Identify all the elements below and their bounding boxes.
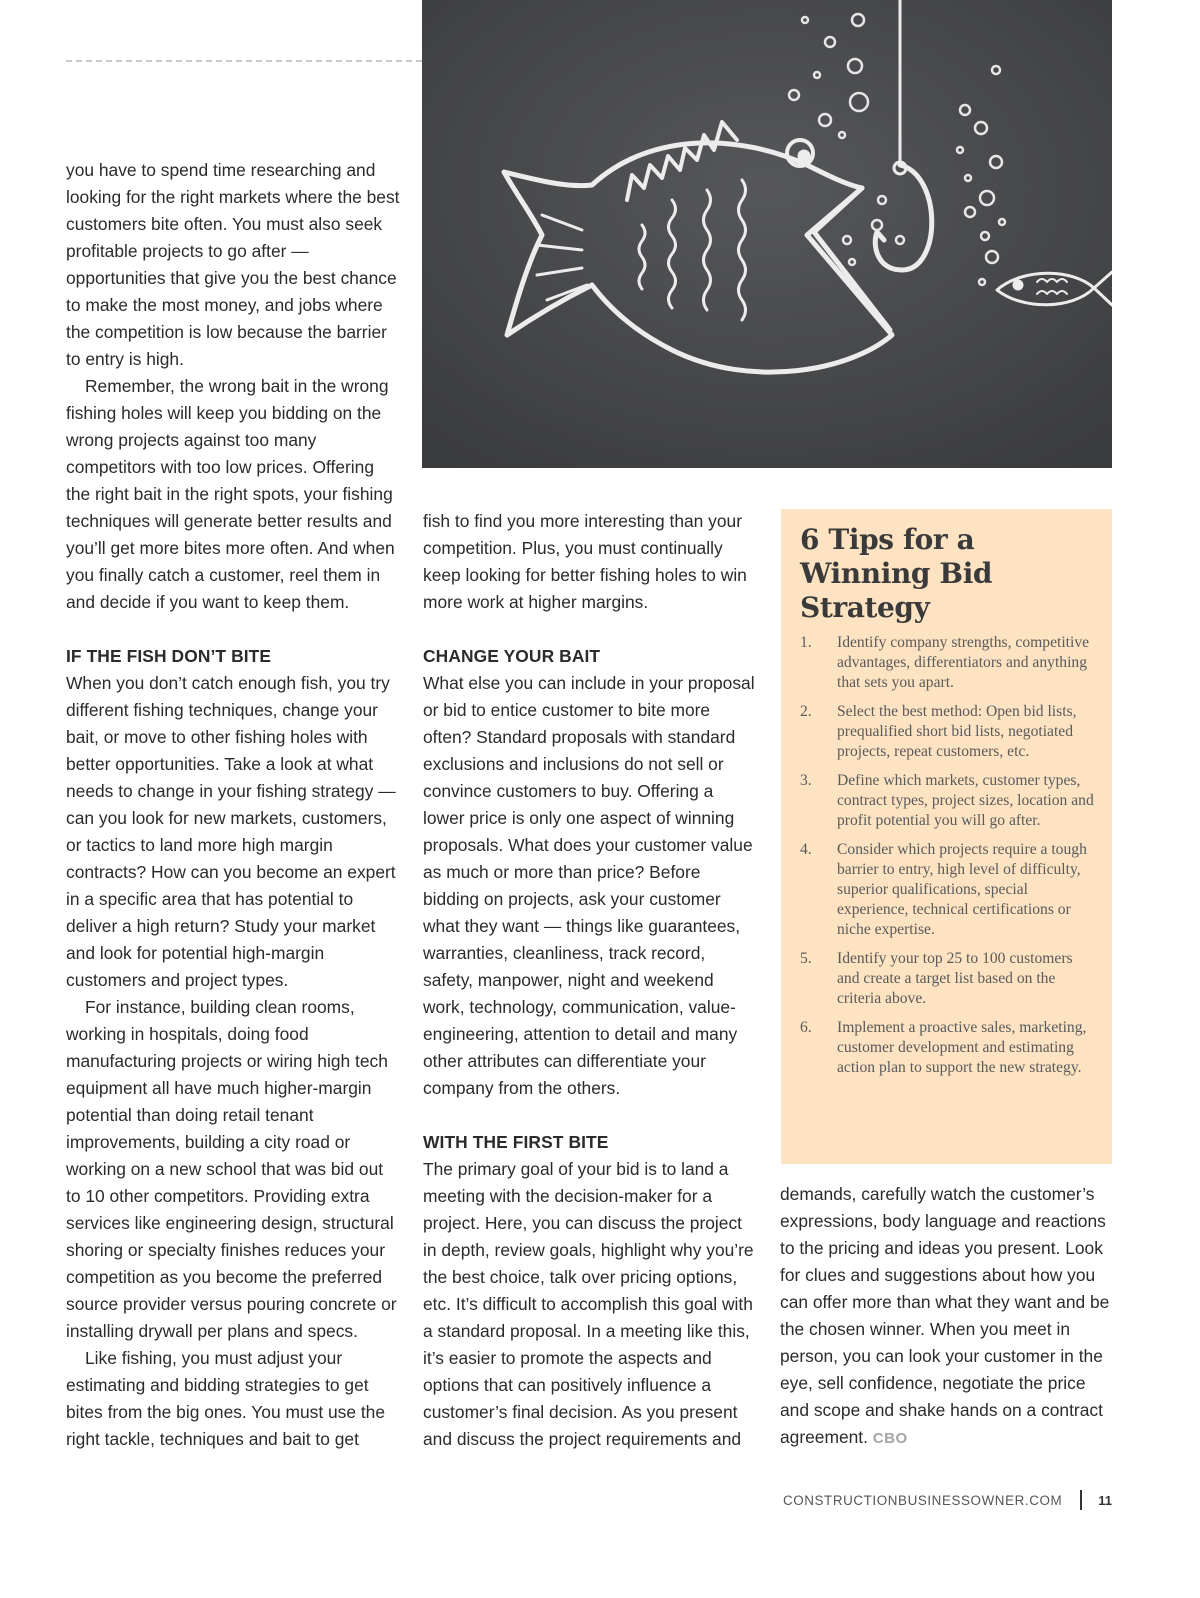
tip-item [800,633,1094,693]
tip-text: Identify company strengths, competitive advantages, differentiators and anything that sets you apart. [837,634,1090,691]
tips-list [800,633,1094,1078]
body-paragraph: Like fishing, you must adjust your estimating and bidding strategies to get bites from the big ones. You must use the right tackle, techniques and bait to get [66,1348,386,1449]
tip-text: Consider which projects require a tough barrier to entry, high level of difficulty, superior qualifications, special experience, technical certifications or niche expertise. [837,841,1087,938]
tip-text: Define which markets, customer types, contract types, project sizes, location and profit potential you will go after. [837,772,1094,829]
tip-number: 3. [800,772,812,789]
footer-website: CONSTRUCTIONBUSINESSOWNER.COM [782,1492,1063,1508]
tip-number: 2. [800,703,812,720]
tip-item [800,1018,1094,1078]
page-number: 11 [1098,1492,1112,1508]
sidebar-title: 6 Tips for a Winning Bid Strategy [800,523,993,624]
body-paragraph: For instance, building clean rooms, working in hospitals, doing food manufacturing projects or wiring high tech equipment all have much higher-margin potential than doing retail tenant improvements, building a city road or working on a new school that was bid out to 10 other competitors. Providing extra services like engineering design, structural shoring or specialty finishes reduces your competition as you become the preferred source provider versus pouring concrete or installing drywall per plans and specs. [66,997,397,1341]
section-heading: IF THE FISH DON’T BITE [66,646,272,666]
tip-number: 5. [800,950,812,967]
article-column-1 [66,157,402,1453]
body-paragraph [780,1181,1118,1452]
tip-number: 4. [800,841,812,858]
tip-item [800,702,1094,762]
body-paragraph: What else you can include in your proposal or bid to entice customer to bite more often? Standard proposals with standard exclusions and inclusions do not sell or convince customers to buy. Offering a lower price is only one aspect of winning proposals. What does your customer value as much or more than price? Before bidding on projects, ask your customer what they want — things like guarantees, warranties, cleanliness, track record, safety, manpower, night and weekend work, technology, communication, value-engineering, attention to detail and many other attributes can differentiate your company from the others. [423,673,755,1098]
tip-number: 6. [800,1019,812,1036]
article-column-2 [423,508,759,1453]
body-paragraph: When you don’t catch enough fish, you try different fishing techniques, change your bait, or move to other fishing holes with better opportunities. Take a look at what needs to change in your fishing strategy — can you look for new markets, customers, or tactics to land more high margin contracts? How can you become an expert in a specific area that has potential to deliver a high return? Study your market and look for potential high-margin customers and project types. [66,673,396,990]
tip-item [800,771,1094,831]
tip-item [800,840,1094,940]
chalkboard-fish-illustration [422,0,1112,468]
body-paragraph: fish to find you more interesting than your competition. Plus, you must continually keep looking for better fishing holes to win more work at higher margins. [423,511,747,612]
body-paragraph: The primary goal of your bid is to land a meeting with the decision-maker for a project. Here, you can discuss the project in depth, review goals, highlight why you’re the best choice, talk over pricing options, etc. It’s difficult to accomplish this goal with a standard proposal. In a meeting like this, it’s easier to promote the aspects and options that can positively influence a customer’s final decision. As you present and discuss the project requirements and [423,1159,754,1449]
body-paragraph: Remember, the wrong bait in the wrong fishing holes will keep you bidding on the wrong projects against too many competitors with too low prices. Offering the right bait in the right spots, your fishing techniques will generate better results and you’ll get more bites more often. And when you finally catch a customer, reel them in and decide if you want to keep them. [66,376,395,612]
tip-text: Select the best method: Open bid lists, prequalified short bid lists, negotiated projects, repeat customers, etc. [837,703,1077,760]
end-mark: CBO [872,1430,908,1447]
body-paragraph: you have to spend time researching and looking for the right markets where the best customers bite often. You must also seek profitable projects to go after — opportunities that give you the best chance to make the most money, and jobs where the competition is low because the barrier to entry is high. [66,160,400,369]
section-heading: WITH THE FIRST BITE [423,1132,609,1152]
page-footer [640,1487,1112,1513]
tip-item [800,949,1094,1009]
tip-text: Implement a proactive sales, marketing, customer development and estimating action plan to support the new strategy. [837,1019,1087,1076]
tips-sidebar [781,509,1112,1164]
tip-text: Identify your top 25 to 100 customers and create a target list based on the criteria above. [837,950,1073,1007]
body-text: demands, carefully watch the customer’s expressions, body language and reactions to the pricing and ideas you present. Look for clues and suggestions about how you can offer more than what they want and be the chosen winner. When you meet in person, you can look your customer in the eye, sell confidence, negotiate the price and scope and shake hands on a contract agreement. [780,1184,1110,1447]
footer-divider [1080,1490,1082,1510]
tip-number: 1. [800,634,812,651]
section-heading: CHANGE YOUR BAIT [423,646,601,666]
article-column-3 [780,1181,1118,1452]
top-rule [66,60,422,62]
